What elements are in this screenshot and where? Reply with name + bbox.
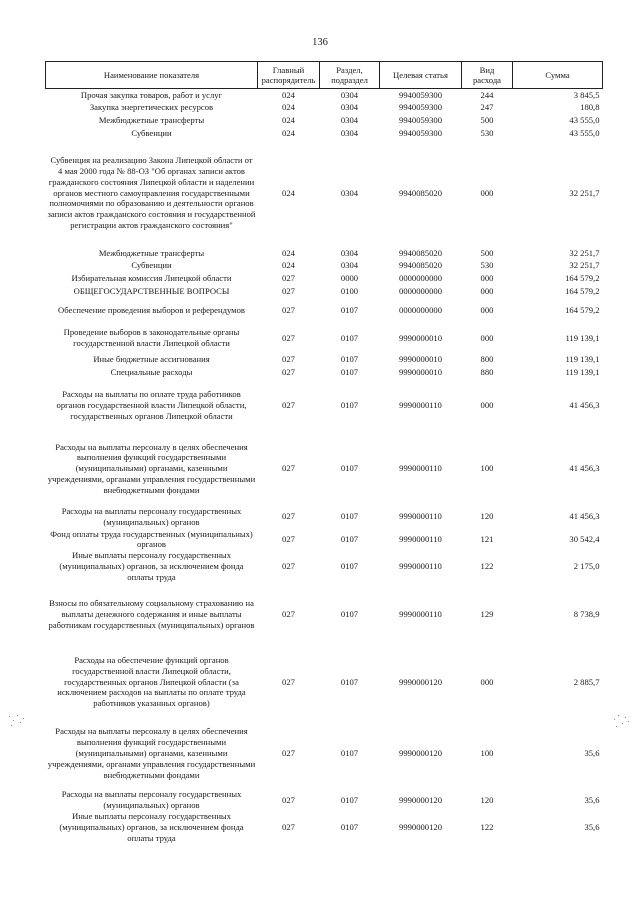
cell-sum: 2 175,0 [573, 560, 600, 571]
cell-vr: 000 [480, 676, 494, 687]
table-row [46, 89, 603, 102]
cell-razdel: 0107 [340, 748, 359, 759]
cell-sum: 41 456,3 [569, 400, 600, 411]
cell-sum: 32 251,7 [569, 187, 600, 198]
table-row [46, 102, 603, 114]
cell-sum: 43 555,0 [569, 127, 600, 138]
cell-name: Межбюджетные трансферты [98, 247, 205, 258]
cell-name: Специальные расходы [110, 366, 193, 377]
cell-razdel: 0304 [340, 102, 359, 113]
cell-vr: 530 [480, 127, 494, 138]
cell-vr: 530 [480, 260, 494, 271]
cell-name: Субвенции [131, 127, 172, 138]
cell-vr: 129 [480, 609, 494, 620]
cell-csr: 9940059300 [399, 127, 442, 138]
table-row [46, 353, 603, 366]
cell-sum: 119 139,1 [565, 366, 600, 377]
header-grbs: Главный распорядитель [258, 62, 320, 89]
cell-name: Расходы на выплаты персоналу в целях обеспечения выполнения функций государственными (муниципальными) органами, казенными учреждениями, органами управления государственными внебюджетными фондами [47, 441, 256, 495]
cell-name: Субвенции [131, 260, 172, 271]
table-row [46, 114, 603, 127]
cell-vr: 000 [480, 285, 494, 296]
header-vr: Вид расхода [462, 62, 513, 89]
cell-razdel: 0107 [340, 332, 359, 343]
cell-csr: 9990000010 [399, 366, 442, 377]
cell-grbs: 027 [282, 366, 295, 377]
cell-grbs: 027 [282, 463, 295, 474]
table-row [46, 140, 603, 247]
cell-csr: 9990000010 [399, 332, 442, 343]
cell-csr: 9990000120 [399, 821, 442, 832]
cell-csr: 9990000010 [399, 353, 442, 364]
cell-name: Фонд оплаты труда государственных (муниципальных) органов [50, 528, 253, 550]
cell-sum: 43 555,0 [569, 114, 600, 125]
cell-csr: 0000000000 [399, 305, 442, 316]
cell-vr: 000 [480, 400, 494, 411]
header-sum: Сумма [513, 62, 603, 89]
cell-grbs: 027 [282, 305, 295, 316]
cell-vr: 120 [480, 794, 494, 805]
cell-grbs: 027 [282, 794, 295, 805]
cell-sum: 164 579,2 [565, 305, 600, 316]
cell-razdel: 0107 [340, 533, 359, 544]
cell-name: Избирательная комиссия Липецкой области [71, 272, 232, 283]
cell-grbs: 027 [282, 609, 295, 620]
cell-sum: 32 251,7 [569, 247, 600, 258]
cell-grbs: 027 [282, 560, 295, 571]
table-header [46, 62, 603, 89]
table-row [46, 298, 603, 324]
cell-vr: 000 [480, 187, 494, 198]
cell-csr: 9940059300 [399, 89, 442, 100]
cell-sum: 119 139,1 [565, 332, 600, 343]
cell-razdel: 0304 [340, 114, 359, 125]
cell-grbs: 024 [282, 127, 295, 138]
cell-name: Иные бюджетные ассигнования [93, 353, 210, 364]
cell-grbs: 027 [282, 821, 295, 832]
cell-name: Взносы по обязательному социальному страхованию на выплаты денежного содержания и иные выплаты работникам государственных (муниципальных) органов [48, 598, 255, 630]
cell-razdel: 0304 [340, 89, 359, 100]
cell-razdel: 0304 [340, 127, 359, 138]
cell-grbs: 027 [282, 748, 295, 759]
cell-vr: 100 [480, 463, 494, 474]
cell-sum: 119 139,1 [565, 353, 600, 364]
table-row [46, 366, 603, 379]
cell-razdel: 0100 [340, 285, 359, 296]
table-row [46, 811, 603, 843]
cell-grbs: 027 [282, 332, 295, 343]
cell-razdel: 0107 [340, 821, 359, 832]
cell-csr: 9940085020 [399, 260, 442, 271]
cell-csr: 9990000110 [399, 533, 442, 544]
scan-speckle-right [612, 713, 630, 729]
cell-csr: 9990000120 [399, 794, 442, 805]
cell-name: Обеспечение проведения выборов и референдумов [58, 305, 245, 316]
cell-csr: 9990000110 [399, 609, 442, 620]
cell-sum: 3 845,5 [573, 89, 600, 100]
cell-razdel: 0304 [340, 247, 359, 258]
cell-grbs: 027 [282, 676, 295, 687]
cell-grbs: 024 [282, 187, 295, 198]
cell-razdel: 0107 [340, 366, 359, 377]
cell-name: Расходы на обеспечение функций органов государственной власти Липецкой области, государственных органов Липецкой области (за исключением расходов на выплаты по оплате труда работников указанных органов) [57, 654, 246, 709]
cell-csr: 9940085020 [399, 187, 442, 198]
cell-razdel: 0107 [340, 511, 359, 522]
table-row [46, 646, 603, 717]
cell-sum: 180,8 [580, 102, 600, 113]
cell-vr: 247 [480, 102, 494, 113]
cell-vr: 500 [480, 114, 494, 125]
cell-name: Прочая закупка товаров, работ и услуг [80, 89, 223, 100]
cell-grbs: 027 [282, 400, 295, 411]
cell-vr: 800 [480, 353, 494, 364]
cell-grbs: 024 [282, 102, 295, 113]
cell-razdel: 0304 [340, 260, 359, 271]
header-csr: Целевая статья [380, 62, 462, 89]
cell-name: Расходы на выплаты персоналу в целях обеспечения выполнения функций государственными (муниципальными) органами, казенными учреждениями, органами управления государственными внебюджетными фондами [47, 726, 256, 780]
cell-grbs: 024 [282, 260, 295, 271]
cell-sum: 164 579,2 [565, 285, 600, 296]
cell-sum: 164 579,2 [565, 272, 600, 283]
cell-sum: 8 738,9 [573, 609, 600, 620]
table-row [46, 324, 603, 353]
table-row [46, 505, 603, 529]
cell-grbs: 027 [282, 353, 295, 364]
cell-vr: 000 [480, 332, 494, 343]
cell-grbs: 027 [282, 272, 295, 283]
cell-razdel: 0107 [340, 560, 359, 571]
cell-csr: 0000000000 [399, 272, 442, 283]
cell-csr: 0000000000 [399, 285, 442, 296]
cell-csr: 9990000110 [399, 400, 442, 411]
cell-razdel: 0107 [340, 353, 359, 364]
header-razdel: Раздел, подраздел [320, 62, 380, 89]
table-row [46, 582, 603, 646]
cell-csr: 9990000120 [399, 676, 442, 687]
cell-grbs: 027 [282, 533, 295, 544]
cell-sum: 41 456,3 [569, 463, 600, 474]
cell-vr: 122 [480, 560, 494, 571]
cell-razdel: 0107 [340, 305, 359, 316]
cell-csr: 9990000110 [399, 560, 442, 571]
cell-razdel: 0107 [340, 609, 359, 620]
table-row [46, 529, 603, 551]
cell-sum: 35,6 [584, 748, 600, 759]
table-row [46, 260, 603, 272]
cell-sum: 41 456,3 [569, 511, 600, 522]
table-row [46, 285, 603, 298]
cell-grbs: 024 [282, 247, 295, 258]
cell-razdel: 0107 [340, 676, 359, 687]
header-name: Наименование показателя [46, 62, 258, 89]
cell-sum: 35,6 [584, 821, 600, 832]
table-row [46, 433, 603, 505]
cell-name: Проведение выборов в законодательные органы государственной власти Липецкой области [63, 327, 240, 348]
cell-name: Межбюджетные трансферты [98, 114, 205, 125]
cell-razdel: 0107 [340, 794, 359, 805]
table-row [46, 127, 603, 140]
cell-vr: 122 [480, 821, 494, 832]
cell-csr: 9990000110 [399, 463, 442, 474]
cell-csr: 9990000110 [399, 511, 442, 522]
cell-name: Закупка энергетических ресурсов [89, 102, 214, 113]
cell-sum: 2 885,7 [573, 676, 600, 687]
page-number: 136 [312, 37, 328, 48]
cell-name: Иные выплаты персоналу государственных (муниципальных) органов, за исключением фонда оплаты труда [59, 550, 244, 582]
cell-name: ОБЩЕГОСУДАРСТВЕННЫЕ ВОПРОСЫ [73, 285, 230, 296]
table-body [46, 89, 603, 844]
cell-vr: 121 [480, 533, 494, 544]
cell-name: Расходы на выплаты персоналу государственных (муниципальных) органов [61, 505, 242, 527]
table-row [46, 247, 603, 260]
cell-sum: 32 251,7 [569, 260, 600, 271]
budget-table [45, 61, 603, 843]
table-row [46, 717, 603, 789]
cell-sum: 30 542,4 [569, 533, 600, 544]
cell-name: Иные выплаты персоналу государственных (муниципальных) органов, за исключением фонда оплаты труда [59, 811, 244, 843]
cell-vr: 880 [480, 366, 494, 377]
cell-csr: 9990000120 [399, 748, 442, 759]
cell-vr: 000 [480, 272, 494, 283]
cell-csr: 9940085020 [399, 247, 442, 258]
cell-grbs: 027 [282, 511, 295, 522]
cell-vr: 244 [480, 89, 494, 100]
cell-grbs: 024 [282, 89, 295, 100]
cell-vr: 500 [480, 247, 494, 258]
cell-csr: 9940059300 [399, 114, 442, 125]
cell-razdel: 0304 [340, 187, 359, 198]
cell-name: Субвенция на реализацию Закона Липецкой области от 4 мая 2000 года № 88-ОЗ "Об органах записи актов гражданского состояния Липецкой области и наделении органов местного самоуправления государственными полномочиями по образованию и деятельности органов записи актов гражданского состояния и государственной регистрации актов гражданского состояния" [47, 155, 256, 230]
table-row [46, 379, 603, 433]
table-row [46, 272, 603, 285]
cell-csr: 9940059300 [399, 102, 442, 113]
cell-vr: 000 [480, 305, 494, 316]
scan-speckle-left [8, 713, 26, 729]
cell-razdel: 0107 [340, 400, 359, 411]
cell-name: Расходы на выплаты по оплате труда работников органов государственной власти Липецкой области, государственных органов Липецкой области [56, 389, 247, 421]
cell-razdel: 0000 [340, 272, 359, 283]
cell-sum: 35,6 [584, 794, 600, 805]
cell-razdel: 0107 [340, 463, 359, 474]
cell-vr: 120 [480, 511, 494, 522]
table-row [46, 550, 603, 582]
cell-name: Расходы на выплаты персоналу государственных (муниципальных) органов [61, 789, 242, 811]
cell-vr: 100 [480, 748, 494, 759]
cell-grbs: 024 [282, 114, 295, 125]
cell-grbs: 027 [282, 285, 295, 296]
table-row [46, 789, 603, 811]
